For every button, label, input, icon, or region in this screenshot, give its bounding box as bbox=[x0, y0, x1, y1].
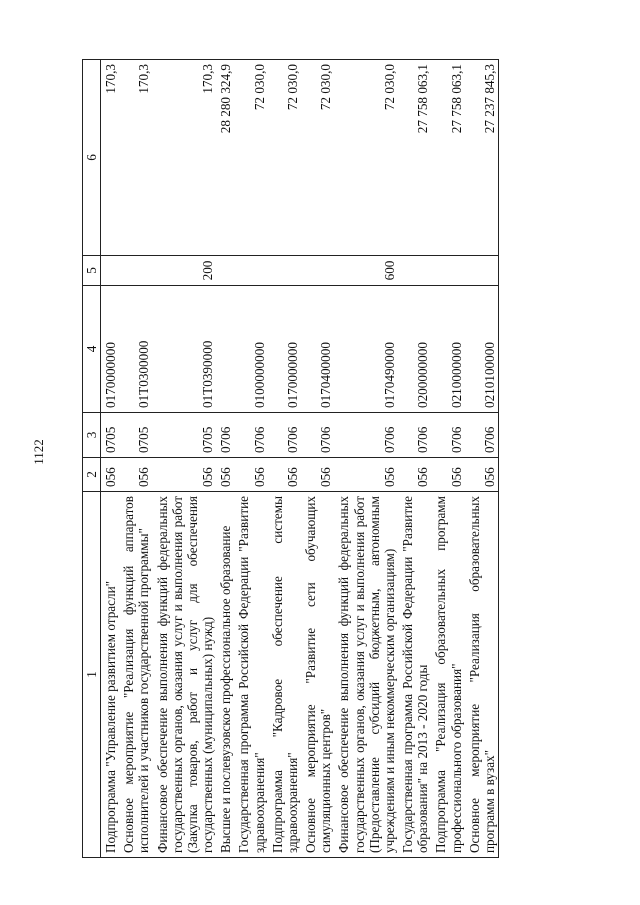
row-section-code: 0705 bbox=[119, 413, 152, 458]
header-col-6: 6 bbox=[83, 60, 101, 256]
row-amount: 170,3 bbox=[101, 60, 120, 256]
row-expense-type: 600 bbox=[334, 256, 398, 286]
row-ministry-code: 056 bbox=[101, 458, 120, 492]
row-ministry-code: 056 bbox=[398, 458, 431, 492]
row-section-code: 0706 bbox=[216, 413, 234, 458]
row-expense-type bbox=[398, 256, 431, 286]
row-name: Основное мероприятие "Реализация функций аппаратов исполнителей и участников государственной программы" bbox=[119, 492, 152, 858]
row-section-code: 0706 bbox=[398, 413, 431, 458]
row-section-code: 0705 bbox=[153, 413, 217, 458]
row-expense-type bbox=[234, 256, 267, 286]
row-ministry-code: 056 bbox=[119, 458, 152, 492]
page-number-text: 1122 bbox=[31, 439, 46, 465]
row-target-code: 0170490000 bbox=[334, 286, 398, 413]
table-row bbox=[119, 60, 152, 858]
table-row bbox=[216, 60, 234, 858]
row-target-code: 01Т0300000 bbox=[119, 286, 152, 413]
row-ministry-code: 056 bbox=[234, 458, 267, 492]
row-amount: 27 758 063,1 bbox=[398, 60, 431, 256]
row-expense-type: 200 bbox=[153, 256, 217, 286]
row-ministry-code: 056 bbox=[268, 458, 301, 492]
header-col-1: 1 bbox=[83, 492, 101, 858]
table-row bbox=[334, 60, 398, 858]
row-name: Государственная программа Российской Федерации "Развитие образования" на 2013 - 2020 годы bbox=[398, 492, 431, 858]
row-target-code: 0200000000 bbox=[398, 286, 431, 413]
row-target-code bbox=[216, 286, 234, 413]
row-amount: 28 280 324,9 bbox=[216, 60, 234, 256]
row-name: Основное мероприятие "Развитие сети обучающих симуляционных центров" bbox=[301, 492, 334, 858]
table-row bbox=[153, 60, 217, 858]
row-section-code: 0706 bbox=[301, 413, 334, 458]
row-section-code: 0706 bbox=[234, 413, 267, 458]
row-amount: 170,3 bbox=[119, 60, 152, 256]
row-target-code: 0210100000 bbox=[465, 286, 499, 413]
row-name: Высшее и послевузовское профессиональное образование bbox=[216, 492, 234, 858]
table-row bbox=[398, 60, 431, 858]
row-target-code: 0210000000 bbox=[431, 286, 464, 413]
row-ministry-code: 056 bbox=[334, 458, 398, 492]
row-ministry-code: 056 bbox=[301, 458, 334, 492]
row-amount: 72 030,0 bbox=[334, 60, 398, 256]
row-expense-type bbox=[268, 256, 301, 286]
row-target-code: 0170400000 bbox=[301, 286, 334, 413]
table-row bbox=[431, 60, 464, 858]
row-section-code: 0705 bbox=[101, 413, 120, 458]
row-target-code: 0100000000 bbox=[234, 286, 267, 413]
row-name: Подпрограмма "Реализация образовательных программ профессионального образования" bbox=[431, 492, 464, 858]
table-row bbox=[465, 60, 499, 858]
header-col-3: 3 bbox=[83, 413, 101, 458]
row-section-code: 0706 bbox=[268, 413, 301, 458]
table-row bbox=[268, 60, 301, 858]
row-name: Подпрограмма "Кадровое обеспечение системы здравоохранения" bbox=[268, 492, 301, 858]
row-amount: 72 030,0 bbox=[234, 60, 267, 256]
row-amount: 170,3 bbox=[153, 60, 217, 256]
row-section-code: 0706 bbox=[334, 413, 398, 458]
row-target-code: 0170000000 bbox=[268, 286, 301, 413]
row-target-code: 01Т0390000 bbox=[153, 286, 217, 413]
row-amount: 72 030,0 bbox=[301, 60, 334, 256]
table-row bbox=[101, 60, 120, 858]
row-section-code: 0706 bbox=[431, 413, 464, 458]
budget-table-container bbox=[82, 60, 582, 858]
header-col-2: 2 bbox=[83, 458, 101, 492]
header-col-4: 4 bbox=[83, 286, 101, 413]
row-name: Финансовое обеспечение выполнения функций федеральных государственных органов, оказания услуг и выполнения работ (Предоставление субсидий бюджетным, автономным учреждениям и иным некоммерческим организациям) bbox=[334, 492, 398, 858]
row-expense-type bbox=[101, 256, 120, 286]
row-expense-type bbox=[119, 256, 152, 286]
row-amount: 27 237 845,3 bbox=[465, 60, 499, 256]
row-ministry-code: 056 bbox=[216, 458, 234, 492]
page-number bbox=[24, 432, 54, 472]
row-expense-type bbox=[465, 256, 499, 286]
row-expense-type bbox=[431, 256, 464, 286]
table-row bbox=[234, 60, 267, 858]
table-row bbox=[301, 60, 334, 858]
row-ministry-code: 056 bbox=[153, 458, 217, 492]
header-col-5: 5 bbox=[83, 256, 101, 286]
table-header-row bbox=[83, 60, 101, 858]
row-expense-type bbox=[301, 256, 334, 286]
row-section-code: 0706 bbox=[465, 413, 499, 458]
row-amount: 27 758 063,1 bbox=[431, 60, 464, 256]
row-name: Основное мероприятие "Реализация образовательных программ в вузах" bbox=[465, 492, 499, 858]
row-target-code: 0170000000 bbox=[101, 286, 120, 413]
row-amount: 72 030,0 bbox=[268, 60, 301, 256]
row-ministry-code: 056 bbox=[465, 458, 499, 492]
row-name: Государственная программа Российской Федерации "Развитие здравоохранения" bbox=[234, 492, 267, 858]
row-ministry-code: 056 bbox=[431, 458, 464, 492]
budget-table bbox=[82, 59, 499, 858]
row-name: Подпрограмма "Управление развитием отрасли" bbox=[101, 492, 120, 858]
row-expense-type bbox=[216, 256, 234, 286]
row-name: Финансовое обеспечение выполнения функций федеральных государственных органов, оказания услуг и выполнения работ (Закупка товаров, работ и услуг для обеспечения государственных (муниципальных) нужд) bbox=[153, 492, 217, 858]
